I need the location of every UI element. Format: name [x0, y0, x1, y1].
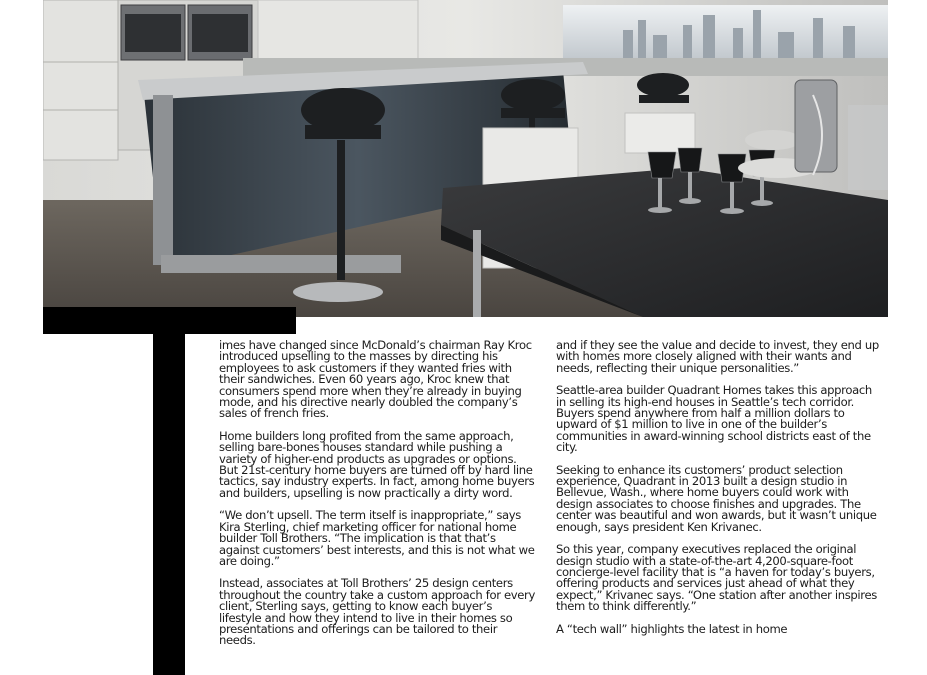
paragraph: Home builders long profited from the same approach, selling bare-bones houses standard while pushing a variety of higher-end products as upgrades or options. But 21st-century home buyers are turned off by hard line tactics, say industry experts. In fact, among home buyers and builders, upselling is now practically a dirty word. — [219, 428, 535, 500]
drop-cap-t — [153, 334, 185, 675]
kitchen-photo — [43, 0, 888, 317]
paragraph: A “tech wall” highlights the latest in home — [556, 621, 788, 636]
paragraph: So this year, company executives replaced the original design studio with a state-of-the-art 4,200-square-foot concierge-level facility that is “a haven for today’s buyers, offering products and services just ahead of what they expect,” Krivanec says. “One station after another inspires them to think differently.” — [556, 542, 877, 614]
paragraph: and if they see the value and decide to invest, they end up with homes more closely aligned with their wants and needs, reflecting their unique personalities.” — [556, 338, 879, 375]
article-column-right — [556, 340, 884, 646]
paragraph: “We don’t upsell. The term itself is inappropriate,” says Kira Sterling, chief marketing officer for national home builder Toll Brothers. “The implication is that that’s against customers’ best interests, and this is not what we are doing.” — [219, 508, 535, 568]
paragraph: imes have changed since McDonald’s chairman Ray Kroc introduced upselling to the masses by directing his employees to ask customers if they wanted fries with their sandwiches. Even 60 years ago, Kroc knew that consumers spend more when they’re already in buying mode, and his directive nearly doubled the company’s sales of french fries. — [219, 338, 532, 421]
black-header-bar — [43, 307, 296, 334]
article-column-left — [219, 340, 537, 658]
paragraph: Seeking to enhance its customers’ product selection experience, Quadrant in 2013 built a design studio in Bellevue, Wash., where home buyers could work with design associates to choose finishes and upgrades. The center was beautiful and won awards, but it wasn’t unique enough, says president Ken Krivanec. — [556, 462, 877, 534]
paragraph: Instead, associates at Toll Brothers’ 25 design centers throughout the country take a custom approach for every client, Sterling says, getting to know each buyer’s lifestyle and how they intend to live in their homes so presentations and offerings can be tailored to their needs. — [219, 576, 535, 648]
paragraph: Seattle-area builder Quadrant Homes takes this approach in selling its high-end houses in Seattle’s tech corridor. Buyers spend anywhere from half a million dollars to upward of $1 million to live in one of the builder’s communities in award-winning school districts east of the city. — [556, 383, 872, 455]
